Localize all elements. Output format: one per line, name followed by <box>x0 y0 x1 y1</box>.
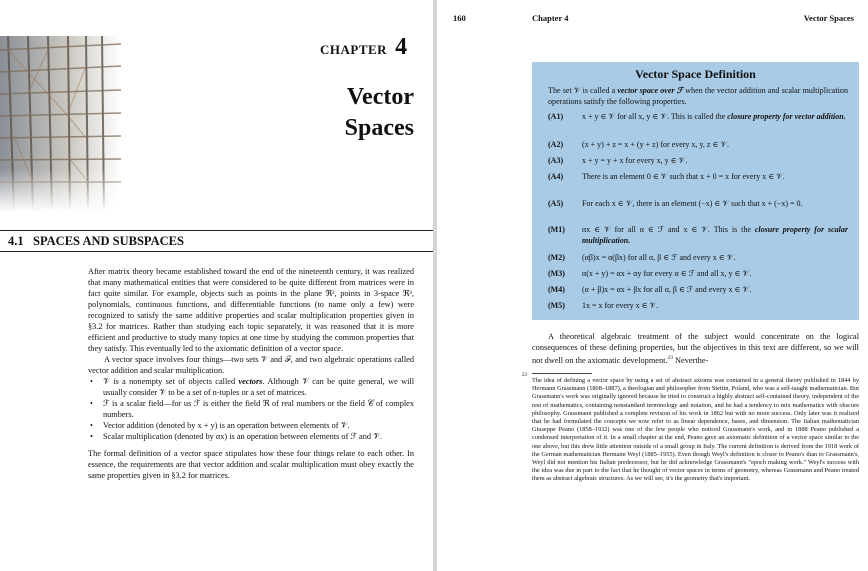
bullet-text-tail: . Although 𝒱 can be quite general, we will usually consider 𝒱 to be a set of n-tuples or a set of matrices. <box>103 377 414 397</box>
axiom-text: (α + β)x = αx + βx for all α, β ∈ ℱ and every x ∈ 𝒱. <box>582 285 752 294</box>
axiom-emphasis: closure property for vector addition. <box>727 112 846 121</box>
definition-box <box>532 62 859 320</box>
left-body <box>88 266 414 481</box>
section-number: 4.1 <box>8 234 24 248</box>
left-page <box>0 0 433 571</box>
axiom-text: For each x ∈ 𝒱, there is an element (−x) ∈ 𝒱 such that x + (−x) = 0. <box>582 199 803 208</box>
axiom-A3 <box>548 156 848 167</box>
bullet-text: 𝒱 is a nonempty set of objects called <box>103 377 239 386</box>
chapter-label <box>320 34 407 61</box>
bullet-list <box>88 376 414 442</box>
axiom-text: There is an element 0 ∈ 𝒱 such that x + 0 = x for every x ∈ 𝒱. <box>582 172 785 181</box>
bullet-item: • 𝒱 is a nonempty set of objects called vectors. Although 𝒱 can be quite general, we will usually consider 𝒱 to be a set of n-tuples or a set of matrices. <box>90 377 414 397</box>
bullet-text: Vector addition (denoted by x + y) is an operation between elements of 𝒱. <box>103 421 350 430</box>
footnote-text: The idea of defining a vector space by using a set of abstract axioms was contained in a general theory published in 1844 by Hermann Grassmann (1808–1887), a theologian and philosopher from Stettin, Poland, who was a self-taught mathematician. But Grassmann's work was originally ignored because he tried to construct a highly abstract self-contained theory, independent of the rest of mathematics, containing nonstandard terminology and notation, and he had a tendency to mix mathematics with obscure philosophy. Grassmann published a complete revision of his work in 1862 but with no more success. Only later was it realized that he had formulated the concepts we now refer to as linear dependence, bases, and dimension. The Italian mathematician Giuseppe Peano (1858–1932) was one of the few people who noticed Grassmann's work, and in 1888 Peano published a condensed interpretation of it. In a small chapter at the end, Peano gave an axiomatic definition of a vector space similar to the one above, but this drew little attention outside of a small group in Italy. The current definition is derived from the 1918 work of the German mathematician Hermann Weyl (1885–1955). Even though Weyl's definition is closer to Peano's than to Grassmann's, Weyl did not mention his Italian predecessor, but he did acknowledge Grassmann's "epoch making work." Weyl's success with the idea was due in part to the fact that he thought of vector spaces in terms of geometry, whereas Grassmann and Peano treated them as abstract algebraic structures. As we will see, it's the geometry that's important. <box>532 377 859 483</box>
axiom-tag: (A4) <box>548 172 564 181</box>
after-text: A theoretical algebraic treatment of the subject would concentrate on the logical consequences of these defining properties, but the objectives in this text are different, so we will not dwell on the axiomatic development. <box>532 332 859 365</box>
axiom-text: 1x = x for every x ∈ 𝒱. <box>582 301 659 310</box>
axiom-M4 <box>548 285 848 296</box>
chapter-word: CHAPTER <box>320 42 388 57</box>
page-number: 160 <box>453 13 466 23</box>
axiom-text: αx ∈ 𝒱 for all α ∈ ℱ and x ∈ 𝒱. This is the <box>582 225 755 234</box>
chapter-title-line2: Spaces <box>344 115 414 141</box>
axiom-tag: (M1) <box>548 225 565 234</box>
paragraph-intro: After matrix theory became established toward the end of the nineteenth century, it was realized that many mathematical entities that were considered to be quite different from matrices were in fact quite similar. For example, objects such as points in the plane ℜ², points in 3-space ℜ³, polynomials, continuous functions, and differentiable functions (to name only a few) were recognized to satisfy the same additive properties and scalar multiplication properties given in §3.2 for matrices. Rather than studying each topic separately, it was reasoned that it is more efficient and productive to study many topics at one time by studying the common properties that they satisfy. This eventually led to the axiomatic definition of a vector space. <box>88 267 414 353</box>
axiom-tag: (M5) <box>548 301 565 310</box>
definition-intro <box>548 86 848 107</box>
bullet-item: • ℱ is a scalar field—for us ℱ is either the field ℜ of real numbers or the field 𝒞 of complex numbers. <box>90 399 414 419</box>
paragraph-four-things: A vector space involves four things—two sets 𝒱 and ℱ, and two algebraic operations called vector addition and scalar multiplication. <box>88 355 414 375</box>
definition-title: Vector Space Definition <box>635 67 756 81</box>
bullet-text: ℱ is a scalar field—for us ℱ is either the field ℜ of real numbers or the field 𝒞 of complex numbers. <box>103 399 414 419</box>
footnote-marker: 23 <box>522 373 527 378</box>
axiom-tag: (M2) <box>548 253 565 262</box>
bullet-item: • Vector addition (denoted by x + y) is an operation between elements of 𝒱. <box>90 421 350 430</box>
axiom-M3 <box>548 269 848 280</box>
section-heading <box>8 234 184 249</box>
right-page <box>437 0 868 571</box>
axiom-text: α(x + y) = αx + αy for every α ∈ ℱ and all x, y ∈ 𝒱. <box>582 269 752 278</box>
running-chapter: Chapter 4 <box>532 13 569 23</box>
axiom-tag: (M3) <box>548 269 565 278</box>
axiom-M2 <box>548 253 848 264</box>
footnote-rule <box>532 373 592 374</box>
axiom-tag: (A5) <box>548 199 564 208</box>
axiom-tag: (A3) <box>548 156 564 165</box>
section-title: SPACES AND SUBSPACES <box>33 234 184 248</box>
bullet-emphasis: vectors <box>238 377 263 386</box>
axiom-text: (αβ)x = α(βx) for all α, β ∈ ℱ and every x ∈ 𝒱. <box>582 253 736 262</box>
axiom-M1 <box>548 225 848 246</box>
bullet-item: • Scalar multiplication (denoted by αx) is an operation between elements of ℱ and 𝒱. <box>90 432 383 441</box>
axiom-A2 <box>548 140 848 151</box>
axiom-tag: (A2) <box>548 140 564 149</box>
axiom-emphasis: closure property for scalar multiplication. <box>582 225 849 245</box>
intro-text-tail: when the vector addition and scalar multiplication operations satisfy the following properties. <box>548 86 848 106</box>
section-rule-bottom <box>0 251 433 252</box>
paragraph-formal-definition: The formal definition of a vector space stipulates how these four things relate to each other. In essence, the requirements are that vector addition and scalar multiplication must obey exactly the same properties given in §3.2 for matrices. <box>88 449 414 480</box>
chapter-number: 4 <box>395 34 408 60</box>
axiom-tag: (M4) <box>548 285 565 294</box>
chapter-photo-scaffolding <box>0 36 121 212</box>
bullet-text: Scalar multiplication (denoted by αx) is an operation between elements of ℱ and 𝒱. <box>103 432 383 441</box>
axiom-M5 <box>548 301 848 312</box>
section-rule-top <box>0 230 433 231</box>
intro-text: The set 𝒱 is called a <box>548 86 618 95</box>
after-text-tail: Neverthe- <box>672 355 709 365</box>
running-title: Vector Spaces <box>803 13 854 23</box>
axiom-text: (x + y) + z = x + (y + z) for every x, y, z ∈ 𝒱. <box>582 140 730 149</box>
axiom-text: x + y ∈ 𝒱 for all x, y ∈ 𝒱. This is called the <box>582 112 728 121</box>
chapter-title-line1: Vector <box>346 84 414 110</box>
axiom-A4 <box>548 172 848 183</box>
intro-emphasis: vector space over ℱ <box>617 86 684 95</box>
paragraph-after-definition <box>532 331 859 366</box>
axiom-A1 <box>548 112 848 123</box>
axiom-A5 <box>548 199 848 210</box>
axiom-tag: (A1) <box>548 112 564 121</box>
axiom-text: x + y = y + x for every x, y ∈ 𝒱. <box>582 156 688 165</box>
footnote-reference[interactable]: 23 <box>667 355 673 361</box>
